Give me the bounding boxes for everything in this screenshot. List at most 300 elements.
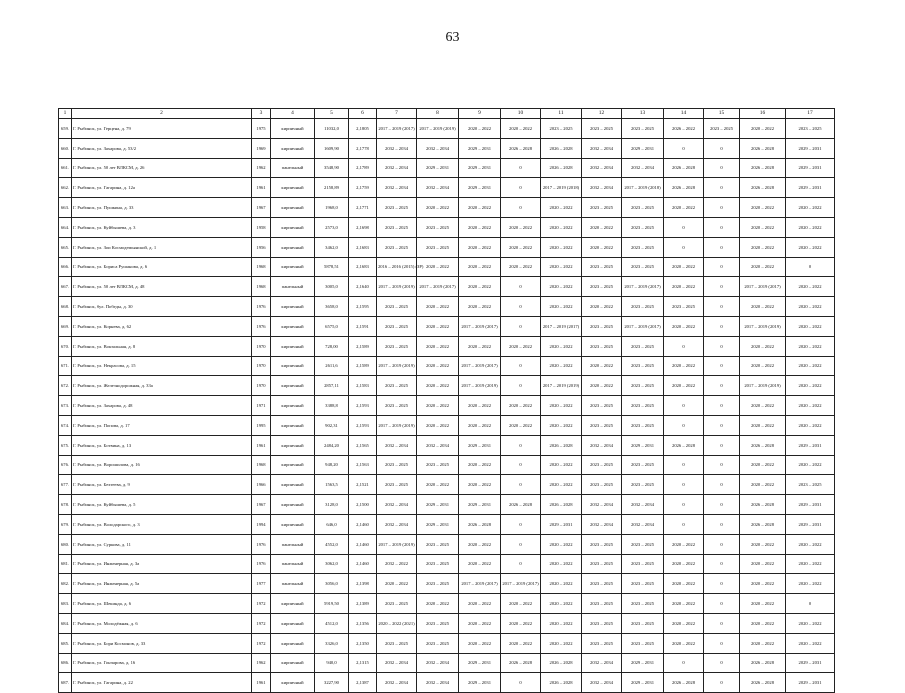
table-cell: 0 bbox=[664, 217, 704, 237]
table-cell: 2020 – 2022 bbox=[417, 297, 459, 317]
table-cell: 2026 – 2028 bbox=[740, 178, 786, 198]
table-cell: 2023 – 2025 bbox=[417, 633, 459, 653]
table-cell: 2017 – 2019 (2017) bbox=[541, 316, 582, 336]
table-cell: 2023 – 2025 bbox=[417, 554, 459, 574]
table-cell: 2020 – 2022 bbox=[459, 237, 501, 257]
table-cell: 0 bbox=[501, 277, 541, 297]
table-cell: 948,20 bbox=[315, 455, 349, 475]
table-cell: 2023 – 2025 bbox=[582, 534, 622, 554]
table-row bbox=[59, 574, 835, 594]
address-cell: Г. Рыбинск, ул. Железнодорожная, д. 33а bbox=[72, 376, 252, 396]
table-cell: 2020 – 2022 bbox=[664, 257, 704, 277]
row-number-cell: 680. bbox=[59, 534, 72, 554]
table-cell: 0 bbox=[664, 653, 704, 673]
table-cell: 2032 – 2034 bbox=[582, 673, 622, 693]
row-number-cell: 665. bbox=[59, 237, 72, 257]
table-cell: 2020 – 2022 bbox=[541, 415, 582, 435]
address-cell: Г. Рыбинск, ул. Гончарова, д. 16 bbox=[72, 653, 252, 673]
table-cell: 2,1315 bbox=[349, 653, 377, 673]
table-cell: 1976 bbox=[252, 534, 271, 554]
table-cell: 2017 – 2019 (2017) bbox=[459, 574, 501, 594]
table-cell: 0 bbox=[704, 257, 740, 277]
table-cell: 2023 – 2025 bbox=[664, 297, 704, 317]
table-cell: 2020 – 2022 bbox=[417, 198, 459, 218]
table-cell: 0 bbox=[501, 158, 541, 178]
table-cell: кирпичный bbox=[271, 356, 315, 376]
table-cell: 2020 – 2022 bbox=[417, 316, 459, 336]
table-cell: 0 bbox=[704, 574, 740, 594]
table-cell: 2,1759 bbox=[349, 178, 377, 198]
column-header: 14 bbox=[664, 109, 704, 119]
table-cell: 2,1387 bbox=[349, 673, 377, 693]
table-cell: 2020 – 2022 bbox=[582, 356, 622, 376]
table-cell: 2023 – 2025 bbox=[622, 613, 664, 633]
table-cell: 0 bbox=[664, 495, 704, 515]
table-cell: 2023 – 2025 bbox=[377, 455, 417, 475]
table-cell: 2020 – 2022 bbox=[786, 613, 835, 633]
address-cell: Г. Рыбинск, ул. Куйбышева, д. 3 bbox=[72, 217, 252, 237]
table-cell: 902,31 bbox=[315, 415, 349, 435]
table-cell: 2023 – 2025 bbox=[622, 376, 664, 396]
table-cell: 3658,0 bbox=[315, 297, 349, 317]
table-cell: 0 bbox=[664, 415, 704, 435]
table-cell: 2020 – 2022 bbox=[740, 613, 786, 633]
table-cell: кирпичный bbox=[271, 594, 315, 614]
table-cell: 2023 – 2025 bbox=[622, 257, 664, 277]
table-cell: 1972 bbox=[252, 594, 271, 614]
table-cell: 2032 – 2034 bbox=[582, 495, 622, 515]
table-cell: 2032 – 2034 bbox=[417, 435, 459, 455]
table-cell: 2023 – 2025 bbox=[622, 237, 664, 257]
table-cell: 2029 – 2031 bbox=[786, 158, 835, 178]
table-cell: 4512,0 bbox=[315, 613, 349, 633]
table-cell: 0 bbox=[704, 495, 740, 515]
table-cell: кирпичный bbox=[271, 653, 315, 673]
table-cell: кирпичный bbox=[271, 475, 315, 495]
table-cell: 2020 – 2022 bbox=[740, 297, 786, 317]
table-cell: 2020 – 2022 bbox=[501, 415, 541, 435]
table-row bbox=[59, 336, 835, 356]
table-cell: 1968 bbox=[252, 455, 271, 475]
address-cell: Г. Рыбинск, ул. Ворошилова, д. 16 bbox=[72, 455, 252, 475]
table-cell: 2020 – 2022 bbox=[786, 574, 835, 594]
table-cell: 2026 – 2028 bbox=[664, 178, 704, 198]
table-cell: 2026 – 2028 bbox=[740, 653, 786, 673]
table-cell: 2020 – 2022 bbox=[501, 613, 541, 633]
table-cell: 2020 – 2022 bbox=[459, 613, 501, 633]
table-cell: 1956 bbox=[252, 237, 271, 257]
table-cell: 2023 – 2025 bbox=[417, 613, 459, 633]
table-cell: 2029 – 2031 bbox=[786, 178, 835, 198]
table-cell: 2029 – 2031 bbox=[459, 673, 501, 693]
table-cell: панельный bbox=[271, 158, 315, 178]
table-row bbox=[59, 297, 835, 317]
table-cell: 2020 – 2022 bbox=[740, 257, 786, 277]
table-cell: 2020 – 2022 bbox=[786, 455, 835, 475]
table-cell: 2017 – 2019 (2017) bbox=[501, 574, 541, 594]
table-cell: кирпичный bbox=[271, 178, 315, 198]
page-number: 63 bbox=[445, 30, 460, 45]
table-cell: 1962 bbox=[252, 158, 271, 178]
table-cell: 2020 – 2022 bbox=[740, 574, 786, 594]
table-cell: 2020 – 2022 bbox=[459, 534, 501, 554]
row-number-cell: 660. bbox=[59, 138, 72, 158]
table-cell: кирпичный bbox=[271, 376, 315, 396]
table-cell: 0 bbox=[704, 534, 740, 554]
table-cell: 2023 – 2025 bbox=[622, 475, 664, 495]
table-row bbox=[59, 613, 835, 633]
table-cell: 2026 – 2028 bbox=[459, 514, 501, 534]
table-cell: 2020 – 2022 bbox=[501, 633, 541, 653]
table-cell: 2029 – 2031 bbox=[786, 653, 835, 673]
table-cell: 2,1398 bbox=[349, 574, 377, 594]
table-cell: 2,1500 bbox=[349, 495, 377, 515]
table-cell: 0 bbox=[704, 356, 740, 376]
table-cell: панельный bbox=[271, 554, 315, 574]
table-cell: 2020 – 2022 bbox=[541, 613, 582, 633]
table-cell: 1961 bbox=[252, 673, 271, 693]
table-cell: 2020 – 2022 bbox=[459, 415, 501, 435]
table-cell: 0 bbox=[501, 514, 541, 534]
address-cell: Г. Рыбинск, ул. Захарова, д. 53/2 bbox=[72, 138, 252, 158]
table-cell: 2032 – 2034 bbox=[582, 653, 622, 673]
table-cell: 2020 – 2022 bbox=[541, 455, 582, 475]
table-cell: 2023 – 2025 bbox=[377, 297, 417, 317]
column-header: 12 bbox=[582, 109, 622, 119]
table-cell: 2023 – 2025 bbox=[622, 574, 664, 594]
table-cell: 2032 – 2034 bbox=[417, 653, 459, 673]
row-number-cell: 681. bbox=[59, 554, 72, 574]
table-cell: 1968,0 bbox=[315, 198, 349, 218]
address-cell: Г. Рыбинск, ул. Куйбышева, д. 5 bbox=[72, 495, 252, 515]
table-cell: 2023 – 2025 bbox=[417, 217, 459, 237]
table-cell: 2020 – 2022 bbox=[786, 277, 835, 297]
table-cell: 2020 – 2022 bbox=[459, 198, 501, 218]
table-row bbox=[59, 237, 835, 257]
table-cell: 2484,20 bbox=[315, 435, 349, 455]
row-number-cell: 686. bbox=[59, 653, 72, 673]
table-cell: 2017 – 2019 (2017) bbox=[622, 316, 664, 336]
table-cell: 2020 – 2022 bbox=[459, 396, 501, 416]
table-cell: 2023 – 2025 bbox=[541, 119, 582, 139]
table-cell: 2023 – 2025 bbox=[417, 455, 459, 475]
table-cell: 0 bbox=[704, 316, 740, 336]
table-cell: 2032 – 2034 bbox=[377, 178, 417, 198]
table-cell: 2023 – 2025 bbox=[786, 119, 835, 139]
address-cell: Г. Рыбинск, ул. Молодёжная, д. 6 bbox=[72, 613, 252, 633]
column-header: 9 bbox=[459, 109, 501, 119]
table-cell: 1995 bbox=[252, 415, 271, 435]
table-row bbox=[59, 217, 835, 237]
table-cell: 2020 – 2022 bbox=[582, 217, 622, 237]
table-cell: 1970 bbox=[252, 376, 271, 396]
table-cell: 0 bbox=[704, 217, 740, 237]
table-cell: 0 bbox=[664, 475, 704, 495]
table-row bbox=[59, 376, 835, 396]
address-cell: Г. Рыбинск, ул. Ботвина, д. 13 bbox=[72, 435, 252, 455]
table-cell: 2020 – 2022 bbox=[541, 297, 582, 317]
row-number-cell: 683. bbox=[59, 594, 72, 614]
table-cell: 2032 – 2034 bbox=[377, 138, 417, 158]
table-cell: 2026 – 2028 bbox=[740, 435, 786, 455]
table-cell: 2020 – 2022 bbox=[541, 217, 582, 237]
table-cell: 2023 – 2025 bbox=[622, 396, 664, 416]
column-header: 1 bbox=[59, 109, 72, 119]
table-row bbox=[59, 673, 835, 693]
table-cell: 1609,90 bbox=[315, 138, 349, 158]
column-header: 8 bbox=[417, 109, 459, 119]
table-cell: 1977 bbox=[252, 574, 271, 594]
table-cell: 2023 – 2025 bbox=[622, 594, 664, 614]
table-cell: 2017 – 2019 (2019) bbox=[377, 415, 417, 435]
table-cell: 2020 – 2022 bbox=[740, 396, 786, 416]
table-cell: 2026 – 2028 bbox=[740, 673, 786, 693]
table-cell: 2,1778 bbox=[349, 138, 377, 158]
table-cell: 2029 – 2031 bbox=[459, 653, 501, 673]
table-cell: 2023 – 2025 bbox=[622, 415, 664, 435]
table-cell: 2023 – 2025 bbox=[622, 198, 664, 218]
table-cell: 2023 – 2025 bbox=[582, 257, 622, 277]
address-cell: Г. Рыбинск, бул. Победы, д. 30 bbox=[72, 297, 252, 317]
table-cell: 2026 – 2028 bbox=[541, 653, 582, 673]
table-cell: 0 bbox=[704, 455, 740, 475]
table-cell: 0 bbox=[704, 297, 740, 317]
table-row bbox=[59, 554, 835, 574]
table-cell: 2023 – 2025 bbox=[417, 237, 459, 257]
table-cell: 2032 – 2034 bbox=[417, 178, 459, 198]
table-cell: 2023 – 2025 bbox=[622, 633, 664, 653]
table-cell: 1961 bbox=[252, 435, 271, 455]
row-number-cell: 667. bbox=[59, 277, 72, 297]
table-cell: панельный bbox=[271, 574, 315, 594]
address-cell: Г. Рыбинск, ул. Попова, д. 17 bbox=[72, 415, 252, 435]
table-cell: 2020 – 2022 bbox=[541, 554, 582, 574]
table-row bbox=[59, 316, 835, 336]
table-cell: 2857,11 bbox=[315, 376, 349, 396]
table-cell: 2020 – 2022 bbox=[501, 217, 541, 237]
table-cell: 2020 – 2022 bbox=[740, 336, 786, 356]
table-cell: 2158,89 bbox=[315, 178, 349, 198]
table-header-row bbox=[59, 109, 835, 119]
table-cell: 2017 – 2019 (2018) bbox=[622, 178, 664, 198]
table-cell: 2020 – 2022 bbox=[786, 534, 835, 554]
table-cell: 0 bbox=[501, 356, 541, 376]
table-cell: 2020 – 2022 bbox=[740, 554, 786, 574]
table-cell: 2020 – 2022 bbox=[417, 356, 459, 376]
table-cell: 3548,90 bbox=[315, 158, 349, 178]
table-cell: 1972 bbox=[252, 633, 271, 653]
table-cell: 2,1583 bbox=[349, 376, 377, 396]
address-cell: Г. Рыбинск, ул. Шекинда, д. 6 bbox=[72, 594, 252, 614]
address-cell: Г. Рыбинск, ул. Пушкина, д. 33 bbox=[72, 198, 252, 218]
table-cell: 2,1460 bbox=[349, 554, 377, 574]
table-cell: 2023 – 2025 bbox=[622, 455, 664, 475]
table-cell: 2020 – 2022 bbox=[541, 237, 582, 257]
table-cell: 2026 – 2028 bbox=[664, 673, 704, 693]
table-cell: 0 bbox=[501, 435, 541, 455]
table-cell: 2032 – 2034 bbox=[377, 514, 417, 534]
table-cell: 2023 – 2025 bbox=[377, 376, 417, 396]
row-number-cell: 663. bbox=[59, 198, 72, 218]
table-cell: 2020 – 2022 bbox=[417, 336, 459, 356]
table-cell: 2,1350 bbox=[349, 633, 377, 653]
row-number-cell: 675. bbox=[59, 435, 72, 455]
table-cell: 2020 – 2022 bbox=[541, 396, 582, 416]
table-cell: 2029 – 2031 bbox=[541, 514, 582, 534]
table-row bbox=[59, 514, 835, 534]
table-row bbox=[59, 356, 835, 376]
table-cell: 2032 – 2034 bbox=[622, 158, 664, 178]
table-cell: 2020 – 2022 (2021) bbox=[377, 613, 417, 633]
table-row bbox=[59, 396, 835, 416]
table-cell: 4552,0 bbox=[315, 534, 349, 554]
table-cell: 3326,0 bbox=[315, 633, 349, 653]
table-cell: 2023 – 2025 bbox=[582, 336, 622, 356]
table-cell: 2020 – 2022 bbox=[417, 257, 459, 277]
table-cell: 2,1565 bbox=[349, 435, 377, 455]
table-row bbox=[59, 198, 835, 218]
table-cell: 1967 bbox=[252, 198, 271, 218]
table-cell: 2023 – 2025 bbox=[704, 119, 740, 139]
table-cell: 1976 bbox=[252, 554, 271, 574]
table-cell: 2023 – 2025 bbox=[377, 475, 417, 495]
table-cell: 2020 – 2022 bbox=[664, 316, 704, 336]
table-cell: 2020 – 2022 bbox=[664, 198, 704, 218]
table-cell: 2023 – 2025 bbox=[582, 455, 622, 475]
table-cell: 2023 – 2025 bbox=[377, 316, 417, 336]
row-number-cell: 661. bbox=[59, 158, 72, 178]
table-cell: 2026 – 2028 bbox=[541, 435, 582, 455]
table-row bbox=[59, 257, 835, 277]
table-cell: 2020 – 2022 bbox=[541, 336, 582, 356]
table-cell: 0 bbox=[501, 455, 541, 475]
table-cell: 2020 – 2022 bbox=[459, 119, 501, 139]
table-cell: 0 bbox=[704, 376, 740, 396]
table-cell: 2020 – 2022 bbox=[417, 415, 459, 435]
table-cell: 2,1593 bbox=[349, 415, 377, 435]
table-cell: 2029 – 2031 bbox=[459, 495, 501, 515]
column-header: 7 bbox=[377, 109, 417, 119]
table-cell: 2,1771 bbox=[349, 198, 377, 218]
table-cell: кирпичный bbox=[271, 633, 315, 653]
table-cell: 1969 bbox=[252, 138, 271, 158]
table-cell: 0 bbox=[664, 336, 704, 356]
table-cell: 2023 – 2025 bbox=[622, 297, 664, 317]
table-row bbox=[59, 653, 835, 673]
table-cell: 2,1589 bbox=[349, 336, 377, 356]
table-cell: 2020 – 2022 bbox=[459, 475, 501, 495]
table-cell: 2023 – 2025 bbox=[582, 594, 622, 614]
table-cell: 0 bbox=[664, 396, 704, 416]
table-row bbox=[59, 495, 835, 515]
table-cell: 2020 – 2022 bbox=[501, 396, 541, 416]
table-cell: 1970 bbox=[252, 336, 271, 356]
row-number-cell: 676. bbox=[59, 455, 72, 475]
column-header: 4 bbox=[271, 109, 315, 119]
table-cell: 2026 – 2028 bbox=[501, 138, 541, 158]
table-cell: 2020 – 2022 bbox=[740, 217, 786, 237]
address-cell: Г. Рыбинск, ул. Бехтеева, д. 9 bbox=[72, 475, 252, 495]
table-cell: 2032 – 2034 bbox=[377, 435, 417, 455]
table-cell: 2020 – 2022 bbox=[740, 356, 786, 376]
column-header: 15 bbox=[704, 109, 740, 119]
table-cell: 2020 – 2022 bbox=[541, 574, 582, 594]
table-row bbox=[59, 119, 835, 139]
table-cell: кирпичный bbox=[271, 237, 315, 257]
table-cell: 2020 – 2022 bbox=[501, 237, 541, 257]
table-cell: 2026 – 2022 bbox=[664, 119, 704, 139]
table-cell: 728,00 bbox=[315, 336, 349, 356]
table-cell: 2017 – 2019 (2017) bbox=[740, 277, 786, 297]
table-cell: кирпичный bbox=[271, 415, 315, 435]
table-cell: кирпичный bbox=[271, 435, 315, 455]
table-cell: 2017 – 2019 (2019) bbox=[541, 376, 582, 396]
table-cell: 2029 – 2031 bbox=[622, 138, 664, 158]
table-cell: 2,1389 bbox=[349, 594, 377, 614]
table-cell: 2032 – 2034 bbox=[622, 514, 664, 534]
address-cell: Г. Рыбинск, ул. Гагарина, д. 22 bbox=[72, 673, 252, 693]
table-cell: 2023 – 2025 bbox=[582, 396, 622, 416]
housing-repair-table bbox=[58, 108, 835, 693]
table-cell: 0 bbox=[704, 435, 740, 455]
table-cell: 2020 – 2022 bbox=[786, 297, 835, 317]
table-cell: 2023 – 2025 bbox=[377, 198, 417, 218]
row-number-cell: 671. bbox=[59, 356, 72, 376]
table-row bbox=[59, 435, 835, 455]
table-cell: 3062,0 bbox=[315, 554, 349, 574]
table-cell: 2023 – 2025 bbox=[417, 534, 459, 554]
table-cell: 2026 – 2028 bbox=[740, 158, 786, 178]
table-cell: 1563,5 bbox=[315, 475, 349, 495]
table-cell: 2020 – 2022 bbox=[541, 594, 582, 614]
table-cell: 2029 – 2031 bbox=[417, 158, 459, 178]
table-cell: 2,1460 bbox=[349, 514, 377, 534]
table-cell: 2020 – 2022 bbox=[541, 198, 582, 218]
table-cell: 2029 – 2031 bbox=[622, 653, 664, 673]
table-cell: 2023 – 2025 bbox=[622, 119, 664, 139]
table-cell: 2029 – 2031 bbox=[622, 435, 664, 455]
address-cell: Г. Рыбинск, ул. 50 лет ВЛКСМ, д. 26 bbox=[72, 158, 252, 178]
table-cell: 2023 – 2025 bbox=[377, 633, 417, 653]
table-cell: 2020 – 2022 bbox=[786, 356, 835, 376]
table-cell: 2020 – 2022 bbox=[541, 475, 582, 495]
row-number-cell: 669. bbox=[59, 316, 72, 336]
table-cell: кирпичный bbox=[271, 613, 315, 633]
address-cell: Г. Рыбинск, ул. Зои Космодемьянской, д. 1 bbox=[72, 237, 252, 257]
table-cell: 2023 – 2025 bbox=[582, 574, 622, 594]
table-cell: 0 bbox=[704, 237, 740, 257]
table-cell: 2017 – 2019 (2019) bbox=[740, 376, 786, 396]
row-number-cell: 677. bbox=[59, 475, 72, 495]
table-row bbox=[59, 415, 835, 435]
table-cell: 2017 – 2019 (2019) bbox=[740, 316, 786, 336]
table-row bbox=[59, 594, 835, 614]
table-cell: 2026 – 2028 bbox=[664, 435, 704, 455]
table-cell: 5878,51 bbox=[315, 257, 349, 277]
table-cell: 0 bbox=[664, 237, 704, 257]
table-cell: 2032 – 2034 bbox=[417, 138, 459, 158]
address-cell: Г. Рыбинск, ул. Герцена, д. 79 bbox=[72, 119, 252, 139]
table-cell: 2020 – 2022 bbox=[377, 574, 417, 594]
table-cell: кирпичный bbox=[271, 316, 315, 336]
table-cell: 2020 – 2022 bbox=[786, 633, 835, 653]
row-number-cell: 666. bbox=[59, 257, 72, 277]
row-number-cell: 685. bbox=[59, 633, 72, 653]
table-cell: 2026 – 2028 bbox=[541, 138, 582, 158]
table-cell: 2026 – 2028 bbox=[664, 158, 704, 178]
table-cell: панельный bbox=[271, 534, 315, 554]
table-cell: кирпичный bbox=[271, 673, 315, 693]
